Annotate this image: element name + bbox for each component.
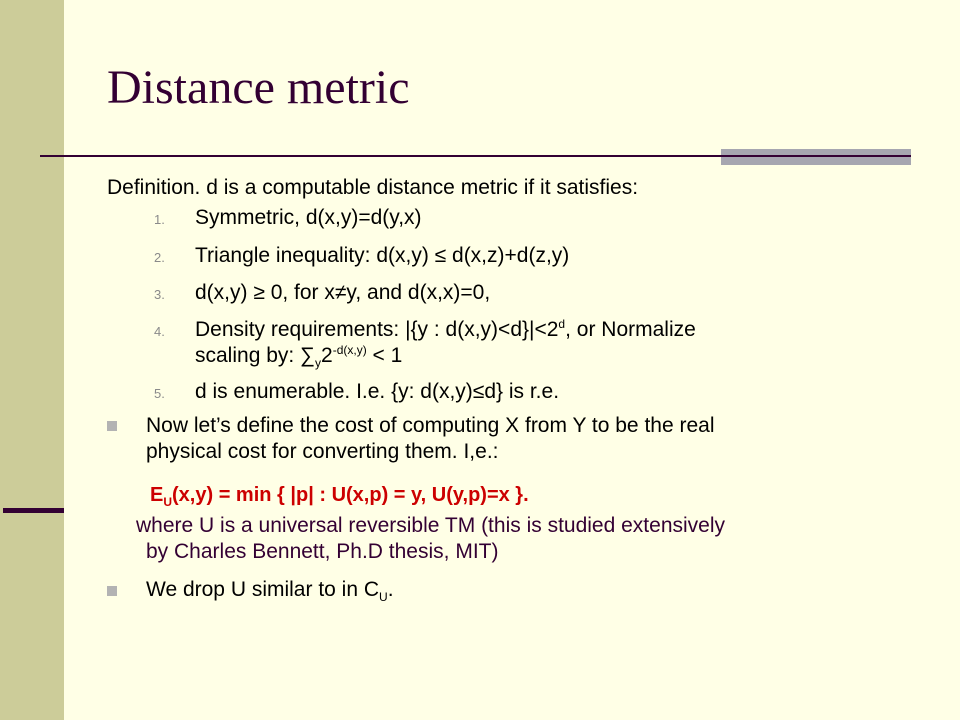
item-text-4-line1: Density requirements: |{y : $d(x,y)<d\}|<2^d$, or Normalize [195, 317, 696, 341]
bullet-marker [107, 586, 117, 596]
item-text-1: Symmetric, d(x,y)=d(y,x) [195, 206, 422, 229]
item-number-4: 4. [154, 324, 165, 339]
item-number-2: 2. [154, 250, 165, 265]
side-decoration-bar [0, 0, 64, 720]
item-text-3: d(x,y) ≥ 0, for x≠y, and d(x,x)=0, [195, 281, 491, 304]
item-text-4-line2: scaling by: $\sum_y2^{-d(x,y)} < 1$ [195, 343, 403, 371]
title-rule-accent [721, 149, 911, 165]
side-decoration-cap [3, 508, 64, 513]
title-rule-accent-line [721, 155, 911, 157]
where-text-line1: where U is a universal reversible TM (this is studied extensively [136, 514, 726, 537]
where-text-line2: by Charles Bennett, Ph.D thesis, MIT) [146, 540, 499, 563]
item-number-1: 1. [154, 212, 165, 227]
item-number-3: 3. [154, 287, 165, 302]
bullet-text-1-line1: Now let’s define the cost of computing X from Y to be the real [146, 414, 715, 437]
item-text-5: d is enumerable. I.e. {y: d(x,y)≤d} is r.e. [195, 380, 560, 403]
item-number-5: 5. [154, 386, 165, 401]
definition-text: Definition. d is a computable distance metric if it satisfies: [107, 176, 639, 199]
item-text-2: Triangle inequality: d(x,y) ≤ d(x,z)+d(z,y) [195, 244, 570, 267]
bullet-text-2: We drop U similar to in $C_U$. [146, 578, 394, 605]
energy-formula: $E_U(x,y) = \min$ { |p| : U(x,p) = y, U(y,p)=x }. [150, 484, 529, 509]
bullet-marker [107, 421, 117, 431]
bullet-text-1-line2: physical cost for converting them. I,e.: [146, 440, 499, 463]
slide-title: Distance metric [107, 61, 410, 114]
